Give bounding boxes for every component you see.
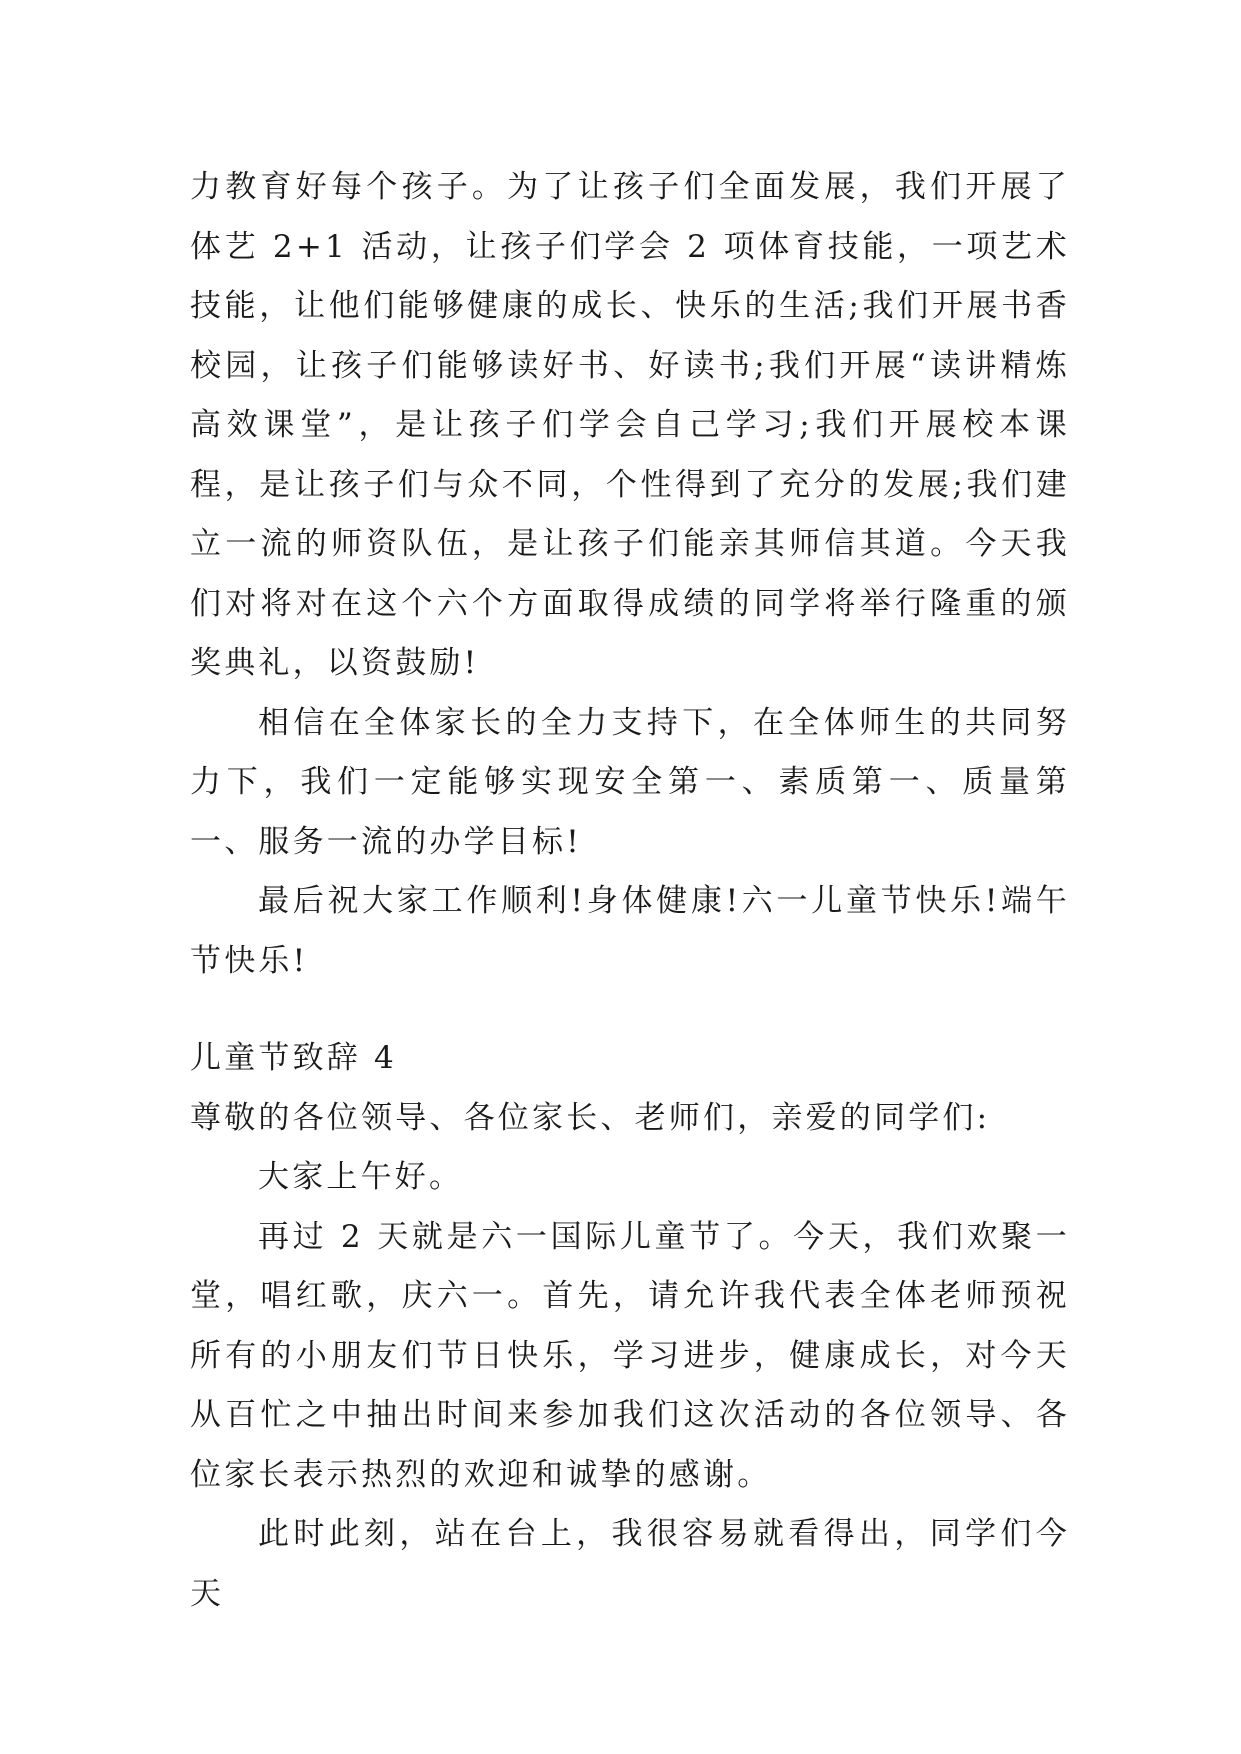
- wishes-paragraph: 最后祝大家工作顺利!身体健康!六一儿童节快乐!端午节快乐!: [190, 883, 1070, 979]
- stage-paragraph: 此时此刻，站在台上，我很容易就看得出，同学们今天: [190, 1516, 1070, 1612]
- speech-4: [190, 1029, 1070, 1624]
- salutation: 尊敬的各位领导、各位家长、老师们，亲爱的同学们:: [190, 1099, 991, 1136]
- greeting: 大家上午好。: [258, 1159, 464, 1195]
- section-title: 儿童节致辞 4: [190, 1040, 397, 1076]
- intro-paragraph: 再过 2 天就是六一国际儿童节了。今天，我们欢聚一堂，唱红歌，庆六一。首先，请允许我代表全体老师预祝所有的小朋友们节日快乐，学习进步，健康成长，对今天从百忙之中抽出时间来参加我们这次活动的各位领导、各位家长表示热烈的欢迎和诚挚的感谢。: [190, 1218, 1070, 1493]
- continued-paragraph: 力教育好每个孩子。为了让孩子们全面发展，我们开展了体艺 2+1 活动，让孩子们学会 2 项体育技能，一项艺术技能，让他们能够健康的成长、快乐的生活;我们开展书香校园，让孩子们能够读好书、好读书;我们开展“读讲精炼高效课堂”，是让孩子们学会自己学习;我们开展校本课程，是让孩子们与众不同，个性得到了充分的发展;我们建立一流的师资队伍，是让孩子们能亲其师信其道。今天我们对将对在这个六个方面取得成绩的同学将举行隆重的颁奖典礼，以资鼓励!: [190, 169, 1070, 681]
- speech-3-ending: [190, 158, 1070, 991]
- support-paragraph: 相信在全体家长的全力支持下，在全体师生的共同努力下，我们一定能够实现安全第一、素质第一、质量第一、服务一流的办学目标!: [190, 704, 1070, 860]
